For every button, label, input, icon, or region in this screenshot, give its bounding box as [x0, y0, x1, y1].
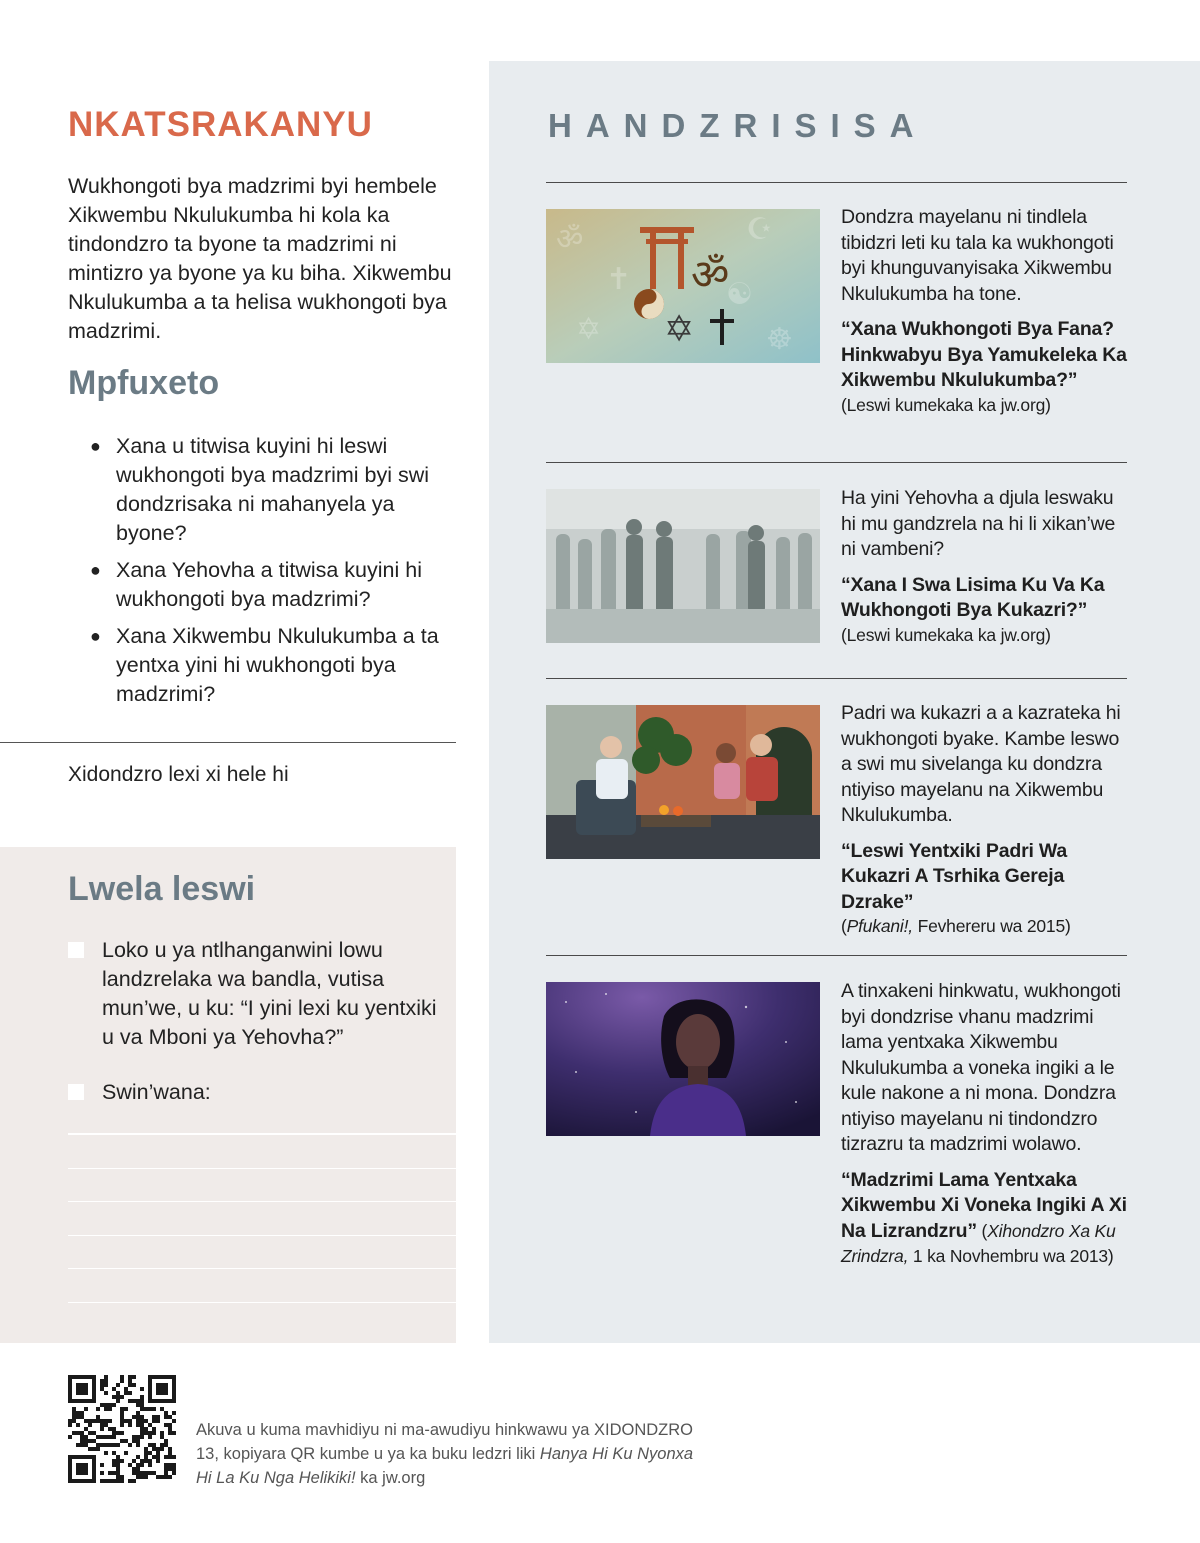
try-this-item-other[interactable]	[68, 1078, 448, 1107]
review-heading: Mpfuxeto	[68, 364, 220, 402]
understand-heading: HANDZRISISA	[548, 107, 928, 144]
svg-text:☯: ☯	[726, 277, 753, 312]
divider	[0, 742, 456, 743]
bullet-icon: ●	[90, 560, 101, 580]
understand-item-text: A tinxakeni hinkwatu, wukhongoti byi dondzrise vhanu madzrimi lama yentxaka Xikwembu Nkulukumba a voneka ingiki a le kule nakone a ni mona. Dondzra ntiyiso mayelanu ni tindondzro tizrazru ta madzrimi wolawo.	[841, 980, 1121, 1155]
svg-text:✡: ✡	[576, 312, 602, 347]
divider	[546, 955, 1127, 956]
understand-item-text: Padri wa kukazri a a kazrateka hi wukhongoti byake. Kambe leswo a swi mu sivelanga ku dondzra ntiyiso mayelanu na Xikwembu Nkulukumba.	[841, 702, 1121, 826]
understand-item-text: Ha yini Yehovha a djula leswaku hi mu gandzrela na hi li xikan’we ni vambeni?	[841, 487, 1116, 560]
summary-heading: NKATSRAKANYU	[68, 105, 373, 144]
footer-note: Akuva u kuma mavhidiyu ni ma-awudiyu hinkwawu ya XIDONDZRO 13, kopiyara QR kumbe u ya ka buku ledzri liki Hanya Hi Ku Nyonxa Hi La Ku Nga Helikiki! ka jw.org	[196, 1421, 694, 1487]
review-question: ● Xana u titwisa kuyini hi leswi wukhongoti bya madzrimi byi swi dondzrisaka ni mahanyela ya byone?	[90, 434, 430, 545]
understand-item	[841, 979, 1131, 1270]
bullet-icon: ●	[90, 626, 101, 646]
writing-line[interactable]	[68, 1133, 456, 1135]
article-source: (Leswi kumekaka ka jw.org)	[841, 394, 1051, 415]
congregation-gathering-image[interactable]	[546, 489, 820, 643]
summary-text: Wukhongoti bya madzrimi byi hembele Xikwembu Nkulukumba hi kola ka tindondzro ta byone ta madzrimi ni mintizro ya byone ya ku biha. Xikwembu Nkulukumba a ta helisa wukhongoti bya madzrimi.	[68, 174, 452, 343]
writing-line[interactable]	[68, 1235, 456, 1236]
lesson-date-label: Xidondzro lexi xi hele hi	[68, 763, 289, 786]
svg-text:ॐ: ॐ	[556, 222, 584, 257]
article-link[interactable]: “Xana Wukhongoti Bya Fana? Hinkwabyu Bya Yamukeleka Ka Xikwembu Nkulukumba?”	[841, 318, 1127, 391]
article-source: (Pfukani!, Fevhereru wa 2015)	[841, 916, 1071, 936]
review-question: ● Xana Yehovha a titwisa kuyini hi wukhongoti bya madzrimi?	[90, 558, 422, 611]
svg-text:☸: ☸	[766, 322, 793, 357]
article-link[interactable]: “Leswi Yentxiki Padri Wa Kukazri A Tsrhika Gereja Dzrake”	[841, 839, 1068, 913]
try-this-item-text: Loko u ya ntlhanganwini lowu landzrelaka wa bandla, vutisa mun’we, u ku: “I yini lexi ku yentxiki u va Mboni ya Yehovha?”	[102, 938, 437, 1049]
bullet-icon: ●	[90, 436, 101, 456]
svg-text:✝: ✝	[606, 262, 632, 297]
religious-symbols-image[interactable]	[546, 209, 820, 363]
svg-text:✡: ✡	[664, 309, 695, 350]
woman-night-sky-image[interactable]	[546, 982, 820, 1136]
review-question-list	[90, 432, 458, 717]
writing-line[interactable]	[68, 1201, 456, 1202]
understand-item	[841, 486, 1131, 647]
review-question: ● Xana Xikwembu Nkulukumba a ta yentxa yini hi wukhongoti bya madzrimi?	[90, 624, 439, 706]
svg-text:ॐ: ॐ	[691, 250, 730, 299]
try-this-heading: Lwela leswi	[68, 870, 256, 908]
understand-item	[841, 701, 1131, 938]
divider	[546, 678, 1127, 679]
writing-lines[interactable]	[68, 1133, 456, 1335]
try-this-item-text: Swin’wana:	[102, 1080, 211, 1104]
writing-line[interactable]	[68, 1168, 456, 1169]
svg-text:☪: ☪	[746, 212, 773, 247]
divider	[546, 182, 1127, 183]
writing-line[interactable]	[68, 1302, 456, 1303]
understand-item	[841, 205, 1131, 417]
checkbox[interactable]	[68, 1084, 84, 1100]
article-link[interactable]: “Madzrimi Lama Yentxaka Xikwembu Xi Voneka Ingiki A Xi Na Lizrandzru” (Xihondzro Xa Ku Zrindzra, 1 ka Novhembru wa 2013)	[841, 1168, 1127, 1266]
understand-item-text: Dondzra mayelanu ni tindlela tibidzri leti ku tala ka wukhongoti byi khunguvanyisaka Xikwembu Nkulukumba ha tone.	[841, 206, 1114, 305]
writing-line[interactable]	[68, 1268, 456, 1269]
article-source: (Leswi kumekaka ka jw.org)	[841, 624, 1051, 645]
try-this-item[interactable]	[68, 936, 448, 1052]
bible-study-patio-image[interactable]	[546, 705, 820, 859]
qr-code-icon[interactable]	[68, 1375, 176, 1483]
divider	[546, 462, 1127, 463]
checkbox[interactable]	[68, 942, 84, 958]
article-link[interactable]: “Xana I Swa Lisima Ku Va Ka Wukhongoti Bya Kukazri?”	[841, 573, 1105, 621]
